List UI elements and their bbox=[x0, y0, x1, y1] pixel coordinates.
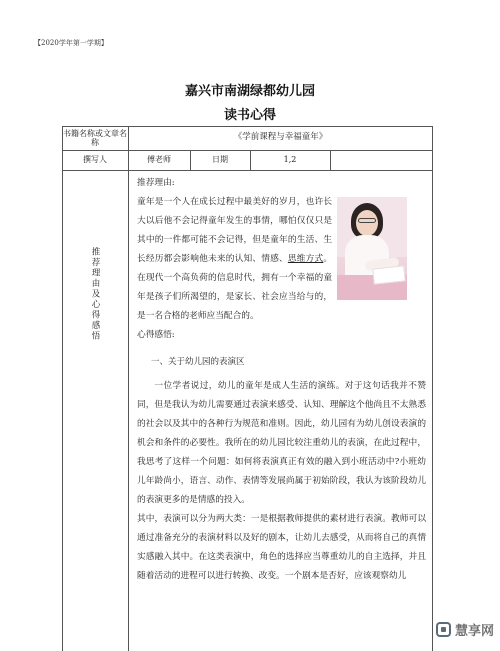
site-watermark bbox=[436, 620, 494, 639]
table-line bbox=[330, 150, 331, 170]
book-name-label: 书籍名称或文章名称 bbox=[63, 128, 127, 147]
reason-text-1: 童年是一个人在成长过程中最美好的岁月，也许长大以后他不会记得童年发生的事情，哪怕仅仅只是其中的一件都可能不会记得，但是童年的生活、生长经历都会影响他未来的认知、情感、 bbox=[137, 197, 332, 264]
section-title: 一、关于幼儿园的表演区 bbox=[151, 357, 245, 367]
document-title: 读书心得 bbox=[223, 108, 276, 123]
book-title: 《学前课程与幸福童年》 bbox=[233, 132, 328, 143]
date-label: 日期 bbox=[212, 155, 228, 165]
reflection-paragraph-1: 一位学者说过，幼儿的童年是成人生活的演练。对于这句话我并不赞同，但是我认为幼儿需要通过表演来感受、认知、理解这个他尚且不太熟悉的社会以及其中的各种行为规范和准则。因此，幼儿园有为幼儿创设表演的机会和条件的必要性。我所在的幼儿园比较注重幼儿的表演，在此过程中，我思考了这样一个问题：如何将表演真正有效的融入到小班活动中?小班幼儿年龄尚小，语言、动作、表情等发展尚属于初始阶段，我认为该阶段幼儿的表演更多的是情感的投入。 bbox=[137, 381, 426, 505]
site-logo-icon bbox=[436, 622, 451, 637]
reason-link[interactable]: 思维方式 bbox=[287, 254, 324, 264]
reason-heading: 推荐理由: bbox=[137, 178, 175, 188]
author-label: 撰写人 bbox=[83, 155, 107, 165]
reflection-heading: 心得感悟: bbox=[137, 330, 175, 340]
essay-content bbox=[137, 174, 426, 586]
reason-text-2: 。在现代一个高负荷的信息时代，拥有一个幸福的童年是孩子们所渴望的，是家长、社会应当给与的，是一名合格的老师应当配合的。 bbox=[137, 254, 333, 321]
table-line bbox=[128, 126, 129, 651]
watermark-text: 慧享网 bbox=[454, 624, 494, 639]
author-value: 傅老师 bbox=[147, 155, 171, 165]
side-heading-text: 推荐理由及心得感悟 bbox=[90, 247, 100, 342]
reflection-paragraph-2: 其中，表演可以分为两大类：一是根据教师提供的素材进行表演。教师可以通过准备充分的表演材料以及好的剧本，让幼儿去感受，从而将自己的真情实感融入其中。在这类表演中，角色的选择应当尊重幼儿的自主选择，并且随着活动的进程可以进行转换、改变。一个剧本是否好，应该观察幼儿 bbox=[137, 514, 426, 581]
semester-label: 【2020学年第一学期】 bbox=[34, 39, 108, 47]
reason-paragraph bbox=[137, 193, 332, 326]
date-value: 1,2 bbox=[283, 155, 297, 165]
side-heading bbox=[62, 170, 128, 647]
school-name: 嘉兴市南湖绿都幼儿园 bbox=[184, 84, 315, 99]
